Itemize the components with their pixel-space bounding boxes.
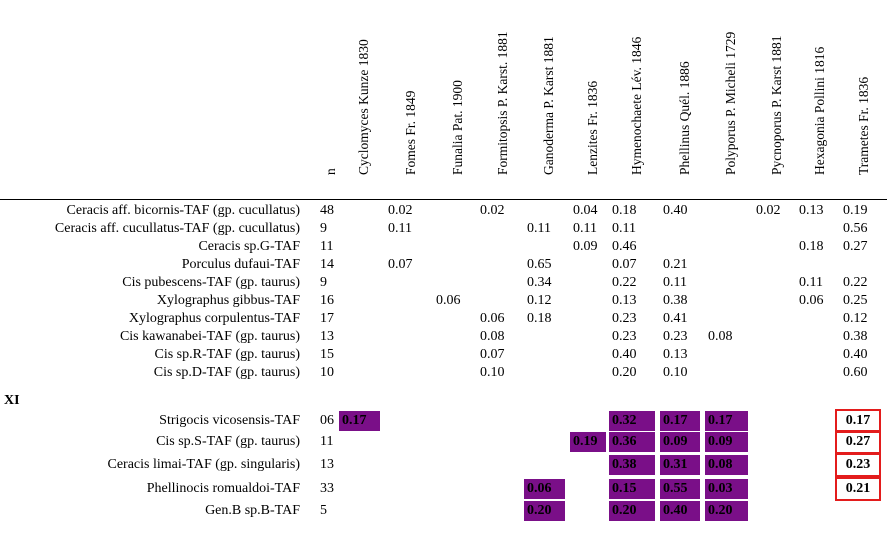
- table-row: [0, 412, 887, 430]
- column-header-label: Pycnoporus P. Karst 1881: [768, 35, 784, 175]
- row-n: 9: [320, 221, 327, 236]
- table-row: [0, 292, 887, 310]
- table-cell: 0.22: [612, 275, 637, 290]
- table-cell: [660, 501, 700, 521]
- table-cell: [609, 411, 655, 431]
- table-cell: [660, 411, 700, 431]
- table-cell: 0.23: [837, 455, 879, 475]
- table-cell: 0.13: [612, 293, 637, 308]
- cell-value: 0.32: [612, 413, 637, 428]
- cell-value: 0.20: [527, 503, 552, 518]
- cell-value: 0.40: [663, 503, 688, 518]
- table-cell: 0.18: [799, 239, 824, 254]
- table-cell: 0.38: [663, 293, 688, 308]
- table-cell: [609, 455, 655, 475]
- row-n: 9: [320, 275, 327, 290]
- row-n: 16: [320, 293, 334, 308]
- column-header-label: Ganoderma P. Karst 1881: [541, 36, 556, 175]
- table-cell: 0.07: [612, 257, 637, 272]
- table-row: [0, 480, 887, 498]
- column-header: [663, 0, 706, 197]
- table-cell: 0.06: [436, 293, 461, 308]
- table-cell: [570, 432, 606, 452]
- column-header-label: Lenzites Fr. 1836: [584, 80, 600, 175]
- column-header: [342, 0, 386, 197]
- table-row: [0, 310, 887, 328]
- table-cell: 0.34: [527, 275, 552, 290]
- table-cell: [524, 501, 565, 521]
- table-cell: 0.18: [612, 203, 637, 218]
- table-cell: 0.19: [843, 203, 868, 218]
- table-cell: 0.13: [663, 347, 688, 362]
- table-row: [0, 238, 887, 256]
- column-header-label: Formitopsis P. Karst. 1881: [495, 31, 510, 175]
- table-cell: 0.04: [573, 203, 598, 218]
- table-cell: 0.02: [388, 203, 413, 218]
- table-cell: 0.08: [708, 329, 733, 344]
- column-header: [527, 0, 571, 197]
- table-cell: 0.22: [843, 275, 868, 290]
- table-cell: [609, 479, 655, 499]
- row-label: Ceracis limai-TAF (gp. singularis): [107, 457, 300, 472]
- row-label: Strigocis vicosensis-TAF: [159, 413, 300, 428]
- table-cell: [609, 432, 655, 452]
- row-label: Cis sp.S-TAF (gp. taurus): [156, 434, 300, 449]
- cell-value: 0.03: [708, 481, 733, 496]
- table-cell: 0.08: [480, 329, 505, 344]
- column-header: [799, 0, 841, 197]
- table-cell: 0.65: [527, 257, 552, 272]
- row-label: Cis sp.D-TAF (gp. taurus): [153, 365, 300, 380]
- table-cell: 0.20: [612, 365, 637, 380]
- table-cell: 0.07: [388, 257, 413, 272]
- table-row: [0, 433, 887, 451]
- column-header-label: Hexagonia Pollini 1816: [812, 46, 827, 175]
- table-cell: [705, 501, 748, 521]
- table-cell: 0.40: [612, 347, 637, 362]
- column-header: [436, 0, 480, 197]
- row-n: 48: [320, 203, 334, 218]
- column-header-label: Hymenochaete Lév. 1846: [628, 36, 644, 175]
- column-header-label: Funalia Pat. 1900: [450, 80, 465, 175]
- cell-value: 0.20: [708, 503, 733, 518]
- table-cell: 0.10: [480, 365, 505, 380]
- row-n: 15: [320, 347, 334, 362]
- row-label: Gen.B sp.B-TAF: [205, 503, 300, 518]
- column-header-label: Polyporus P. Micheli 1729: [723, 31, 738, 175]
- cell-value: 0.17: [708, 413, 733, 428]
- row-n: 33: [320, 481, 334, 496]
- column-header: [612, 0, 661, 197]
- cell-value: 0.09: [708, 434, 733, 449]
- table-row: [0, 220, 887, 238]
- row-label: Ceracis sp.G-TAF: [198, 239, 300, 254]
- cell-value: 0.20: [612, 503, 637, 518]
- table-cell: [660, 479, 700, 499]
- row-label: Cis sp.R-TAF (gp. taurus): [154, 347, 300, 362]
- cell-value: 0.09: [663, 434, 688, 449]
- cell-value: 0.17: [342, 413, 367, 428]
- row-label: Cis kawanabei-TAF (gp. taurus): [119, 329, 300, 344]
- table-cell: 0.25: [843, 293, 868, 308]
- column-header: [320, 0, 342, 197]
- column-header: [708, 0, 754, 197]
- column-header-label: Cyclomyces Kunze 1830: [356, 39, 371, 175]
- table-cell: [660, 455, 700, 475]
- table-cell: 0.21: [663, 257, 688, 272]
- cell-value: 0.19: [573, 434, 598, 449]
- table-cell: [339, 411, 380, 431]
- table-cell: 0.02: [480, 203, 505, 218]
- table-cell: 0.12: [843, 311, 868, 326]
- table-cell: 0.60: [843, 365, 868, 380]
- table-cell: 0.40: [843, 347, 868, 362]
- table-cell: 0.56: [843, 221, 868, 236]
- table-cell: 0.02: [756, 203, 781, 218]
- cell-value: 0.38: [612, 457, 637, 472]
- row-n: 11: [320, 239, 334, 254]
- table-cell: 0.41: [663, 311, 688, 326]
- table-cell: 0.23: [663, 329, 688, 344]
- column-header: [843, 0, 885, 197]
- table-cell: 0.11: [388, 221, 412, 236]
- cell-value: 0.31: [663, 457, 688, 472]
- cell-value: 0.17: [663, 413, 688, 428]
- column-header-label: Phellinus Quél. 1886: [676, 61, 692, 175]
- row-label: Ceracis aff. bicornis-TAF (gp. cucullatus): [66, 203, 300, 218]
- row-n: 13: [320, 329, 334, 344]
- table-cell: 0.40: [663, 203, 688, 218]
- row-label: Porculus dufaui-TAF: [181, 257, 300, 272]
- table-cell: [705, 411, 748, 431]
- table-cell: 0.46: [612, 239, 637, 254]
- cell-value: 0.15: [612, 481, 637, 496]
- cell-value: 0.08: [708, 457, 733, 472]
- table-cell: 0.27: [843, 239, 868, 254]
- row-n: 5: [320, 503, 327, 518]
- row-n: 10: [320, 365, 334, 380]
- table-cell: [524, 479, 565, 499]
- row-label: Xylographus gibbus-TAF: [156, 293, 300, 308]
- column-header-label: n: [323, 168, 338, 175]
- column-header: [756, 0, 797, 197]
- table-cell: 0.23: [612, 311, 637, 326]
- table-row: [0, 346, 887, 364]
- table-cell: 0.10: [663, 365, 688, 380]
- table-row: [0, 456, 887, 474]
- table-cell: 0.17: [837, 411, 879, 431]
- table-cell: 0.11: [663, 275, 687, 290]
- table-cell: 0.06: [480, 311, 505, 326]
- table-row: [0, 274, 887, 292]
- row-n: 13: [320, 457, 334, 472]
- row-n: 17: [320, 311, 334, 326]
- column-header-label: Fomes Fr. 1849: [403, 90, 418, 175]
- cell-value: 0.55: [663, 481, 688, 496]
- cell-value: 0.06: [527, 481, 552, 496]
- table-cell: 0.12: [527, 293, 552, 308]
- table-cell: 0.11: [573, 221, 597, 236]
- column-header: [480, 0, 526, 197]
- row-label: Cis pubescens-TAF (gp. taurus): [122, 275, 300, 290]
- table-cell: 0.13: [799, 203, 824, 218]
- table-cell: 0.21: [837, 479, 879, 499]
- table-cell: 0.27: [837, 432, 879, 452]
- table-cell: 0.11: [799, 275, 823, 290]
- column-header: [388, 0, 434, 197]
- table-cell: 0.06: [799, 293, 824, 308]
- table-row: [0, 328, 887, 346]
- table-cell: [705, 455, 748, 475]
- column-header-label: Trametes Fr. 1836: [856, 76, 871, 175]
- table-cell: 0.09: [573, 239, 598, 254]
- table-cell: 0.11: [612, 221, 636, 236]
- table-cell: [660, 432, 700, 452]
- row-label: Phellinocis romualdoi-TAF: [146, 481, 300, 496]
- table-cell: 0.07: [480, 347, 505, 362]
- table-cell: 0.23: [612, 329, 637, 344]
- table-row: [0, 364, 887, 382]
- cell-value: 0.36: [612, 434, 637, 449]
- table-cell: [705, 432, 748, 452]
- table-cell: 0.11: [527, 221, 551, 236]
- table-cell: 0.18: [527, 311, 552, 326]
- section-label: XI: [4, 393, 20, 408]
- table-row: [0, 202, 887, 220]
- row-label: Xylographus corpulentus-TAF: [128, 311, 300, 326]
- table-cell: [609, 501, 655, 521]
- row-n: 14: [320, 257, 334, 272]
- column-header: [573, 0, 612, 197]
- row-label: Ceracis aff. cucullatus-TAF (gp. cucullatus): [54, 221, 300, 236]
- header-rule: [0, 199, 887, 200]
- table-row: [0, 502, 887, 520]
- table-cell: 0.38: [843, 329, 868, 344]
- table-row: [0, 256, 887, 274]
- table-cell: [705, 479, 748, 499]
- row-n: 11: [320, 434, 334, 449]
- row-n: 06: [320, 413, 334, 428]
